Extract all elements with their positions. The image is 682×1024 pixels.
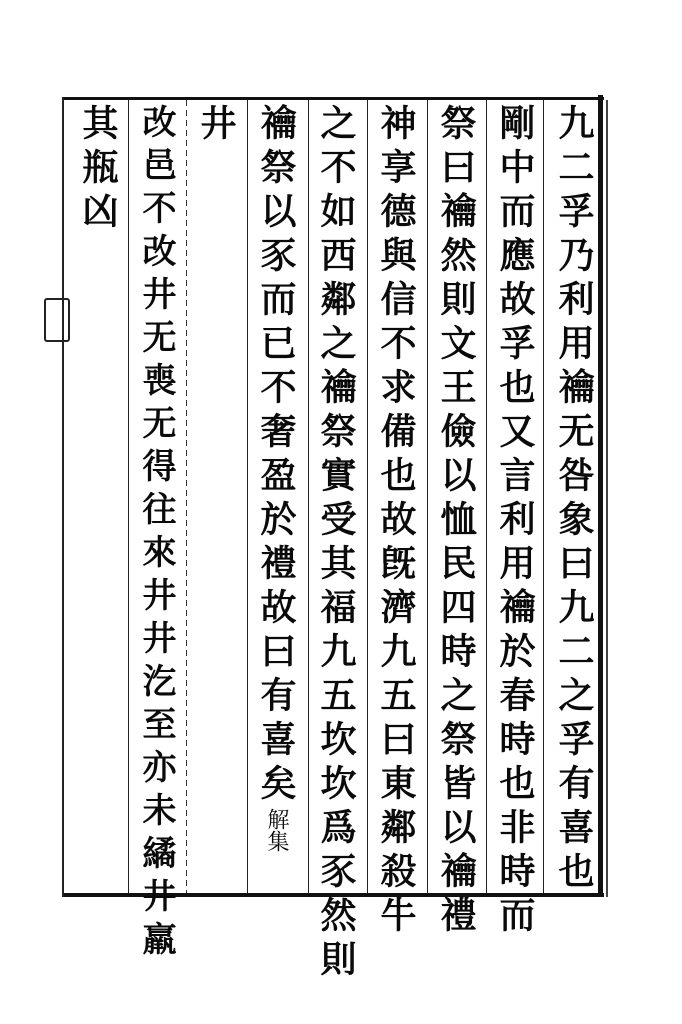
page-edge-mark (44, 298, 70, 342)
annotation-note: 解集 (264, 808, 289, 852)
text-column-9: 其瓶凶 (77, 104, 119, 236)
text-column-1: 九二孚乃利用禴无咎象曰九二之孚有喜也 (553, 104, 595, 896)
column-rule (128, 100, 129, 893)
text-column-4: 神享德與信不求備也故旣濟九五曰東鄰殺牛 (375, 104, 417, 940)
column-rule (427, 100, 428, 893)
frame-right-border (598, 95, 603, 897)
column-rule (247, 100, 248, 893)
text-column-2: 剛中而應故孚也又言利用禴於春時也非時而 (494, 104, 536, 940)
column-rule (367, 100, 368, 893)
frame-left-border (62, 97, 64, 897)
column-rule (543, 100, 544, 893)
frame-right-inner-border (606, 100, 608, 897)
column-rule (308, 100, 309, 893)
text-column-3: 祭曰禴然則文王儉以恤民四時之祭皆以禴禮 (435, 104, 477, 940)
text-column-6 (256, 104, 296, 852)
frame-top-border (62, 97, 604, 100)
text-column-5: 之不如西鄰之禴祭實受其福九五坎坎爲豕然則 (315, 104, 357, 984)
text-column-8: 改邑不改井无喪无得往來井井汔至亦未繘井羸 (136, 104, 176, 964)
text-column-6-body: 禴祭以豕而已不奢盈於禮故曰有喜矣 (255, 104, 297, 808)
hexagram-heading: 井 (195, 104, 237, 148)
column-rule (486, 100, 487, 893)
column-rule (186, 100, 187, 893)
